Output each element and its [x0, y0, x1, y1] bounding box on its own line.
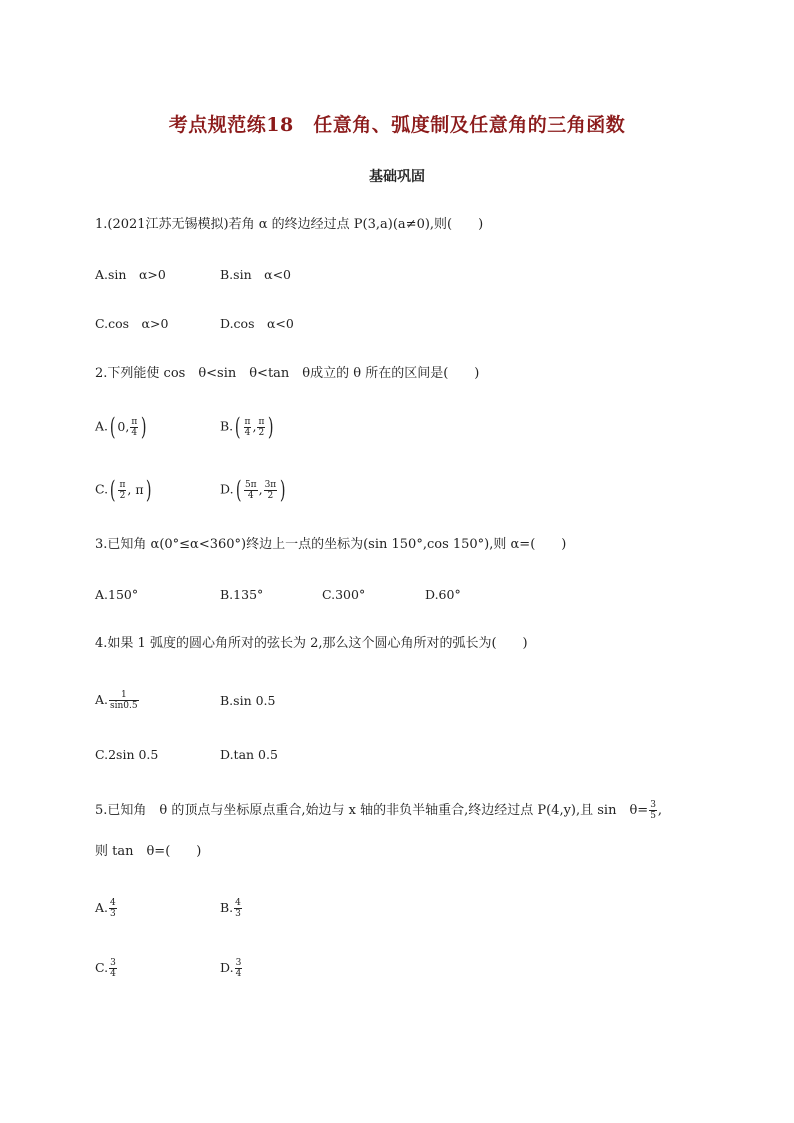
fraction: $\frac{3\pi}{2}$	[264, 479, 277, 501]
question-1-option-b: B.sin α<0	[220, 267, 291, 282]
question-5-option-d	[220, 958, 243, 979]
option-label: D.	[220, 960, 234, 975]
question-4-option-a	[95, 690, 140, 711]
question-2-option-c: C.( $\frac{\pi}{2}$ , π)	[95, 476, 152, 504]
question-4-option-d: D.tan 0.5	[220, 747, 278, 762]
question-4-option-c: C.2sin 0.5	[95, 747, 159, 762]
option-label: B.	[220, 900, 234, 915]
fraction: $\frac{4}{3}$	[235, 898, 241, 919]
fraction: $\frac{1}{\sin 0.5}$	[110, 690, 138, 711]
question-5-stem-line1: 5.已知角 θ 的顶点与坐标原点重合,始边与 x 轴的非负半轴重合,终边经过点 P(4,y),且 sin θ= $\frac{3}{5}$ ,	[95, 800, 663, 821]
fraction: $\frac{\pi}{4}$	[244, 416, 251, 438]
question-5-stem-line2: 则 tan θ=( )	[95, 844, 202, 859]
question-1-option-c: C.cos α>0	[95, 316, 169, 331]
fraction: $\frac{5\pi}{4}$	[244, 479, 257, 501]
question-1-stem: 1.(2021江苏无锡模拟)若角 α 的终边经过点 P(3,a)(a≠0),则( )	[95, 217, 484, 232]
fraction: $\frac{\pi}{2}$	[119, 479, 126, 501]
question-5-option-a	[95, 898, 118, 919]
fraction: $\frac{4}{3}$	[110, 898, 116, 919]
option-label: C.	[95, 481, 109, 497]
question-4-stem: 4.如果 1 弧度的圆心角所对的弦长为 2,那么这个圆心角所对的弧长为( )	[95, 636, 528, 651]
question-1-option-d: D.cos α<0	[220, 316, 294, 331]
question-2-option-a: A.( 0, $\frac{\pi}{4}$ )	[95, 413, 147, 441]
question-3-option-b: B.135°	[220, 587, 264, 602]
question-5-option-c	[95, 958, 118, 979]
interval-right: π	[135, 481, 144, 497]
option-label: A.	[95, 692, 109, 707]
question-2-stem: 2.下列能使 cos θ<sin θ<tan θ成立的 θ 所在的区间是( )	[95, 366, 480, 381]
question-3-option-c: C.300°	[322, 587, 366, 602]
question-3-stem: 3.已知角 α(0°≤α<360°)终边上一点的坐标为(sin 150°,cos 150°),则 α=( )	[95, 537, 567, 552]
question-2-option-b: B.( $\frac{\pi}{4}$ , $\frac{\pi}{2}$ )	[220, 413, 274, 441]
question-3-option-d: D.60°	[425, 587, 461, 602]
question-4-option-b: B.sin 0.5	[220, 693, 276, 708]
option-label: C.	[95, 960, 109, 975]
option-label: B.	[220, 418, 234, 434]
question-5-option-b	[220, 898, 243, 919]
interval-left: 0,	[117, 418, 130, 434]
option-label: A.	[95, 900, 109, 915]
stem-text: 5.已知角 θ 的顶点与坐标原点重合,始边与 x 轴的非负半轴重合,终边经过点 P(4,y),且 sin θ=	[95, 803, 649, 818]
fraction: $\frac{3}{4}$	[110, 958, 116, 979]
fraction: $\frac{\pi}{4}$	[131, 416, 138, 438]
fraction: $\frac{3}{4}$	[235, 958, 242, 979]
question-2-option-d: D.( $\frac{5\pi}{4}$ , $\frac{3\pi}{2}$ )	[220, 476, 286, 504]
fraction: $\frac{3}{5}$	[650, 800, 656, 821]
option-label: D.	[220, 481, 234, 497]
fraction: $\frac{\pi}{2}$	[258, 416, 265, 438]
section-heading: 基础巩固	[369, 169, 425, 185]
question-3-option-a: A.150°	[95, 587, 139, 602]
page-title: 考点规范练18 任意角、弧度制及任意角的三角函数	[168, 114, 626, 136]
option-label: A.	[95, 418, 109, 434]
question-1-option-a: A.sin α>0	[95, 267, 166, 282]
